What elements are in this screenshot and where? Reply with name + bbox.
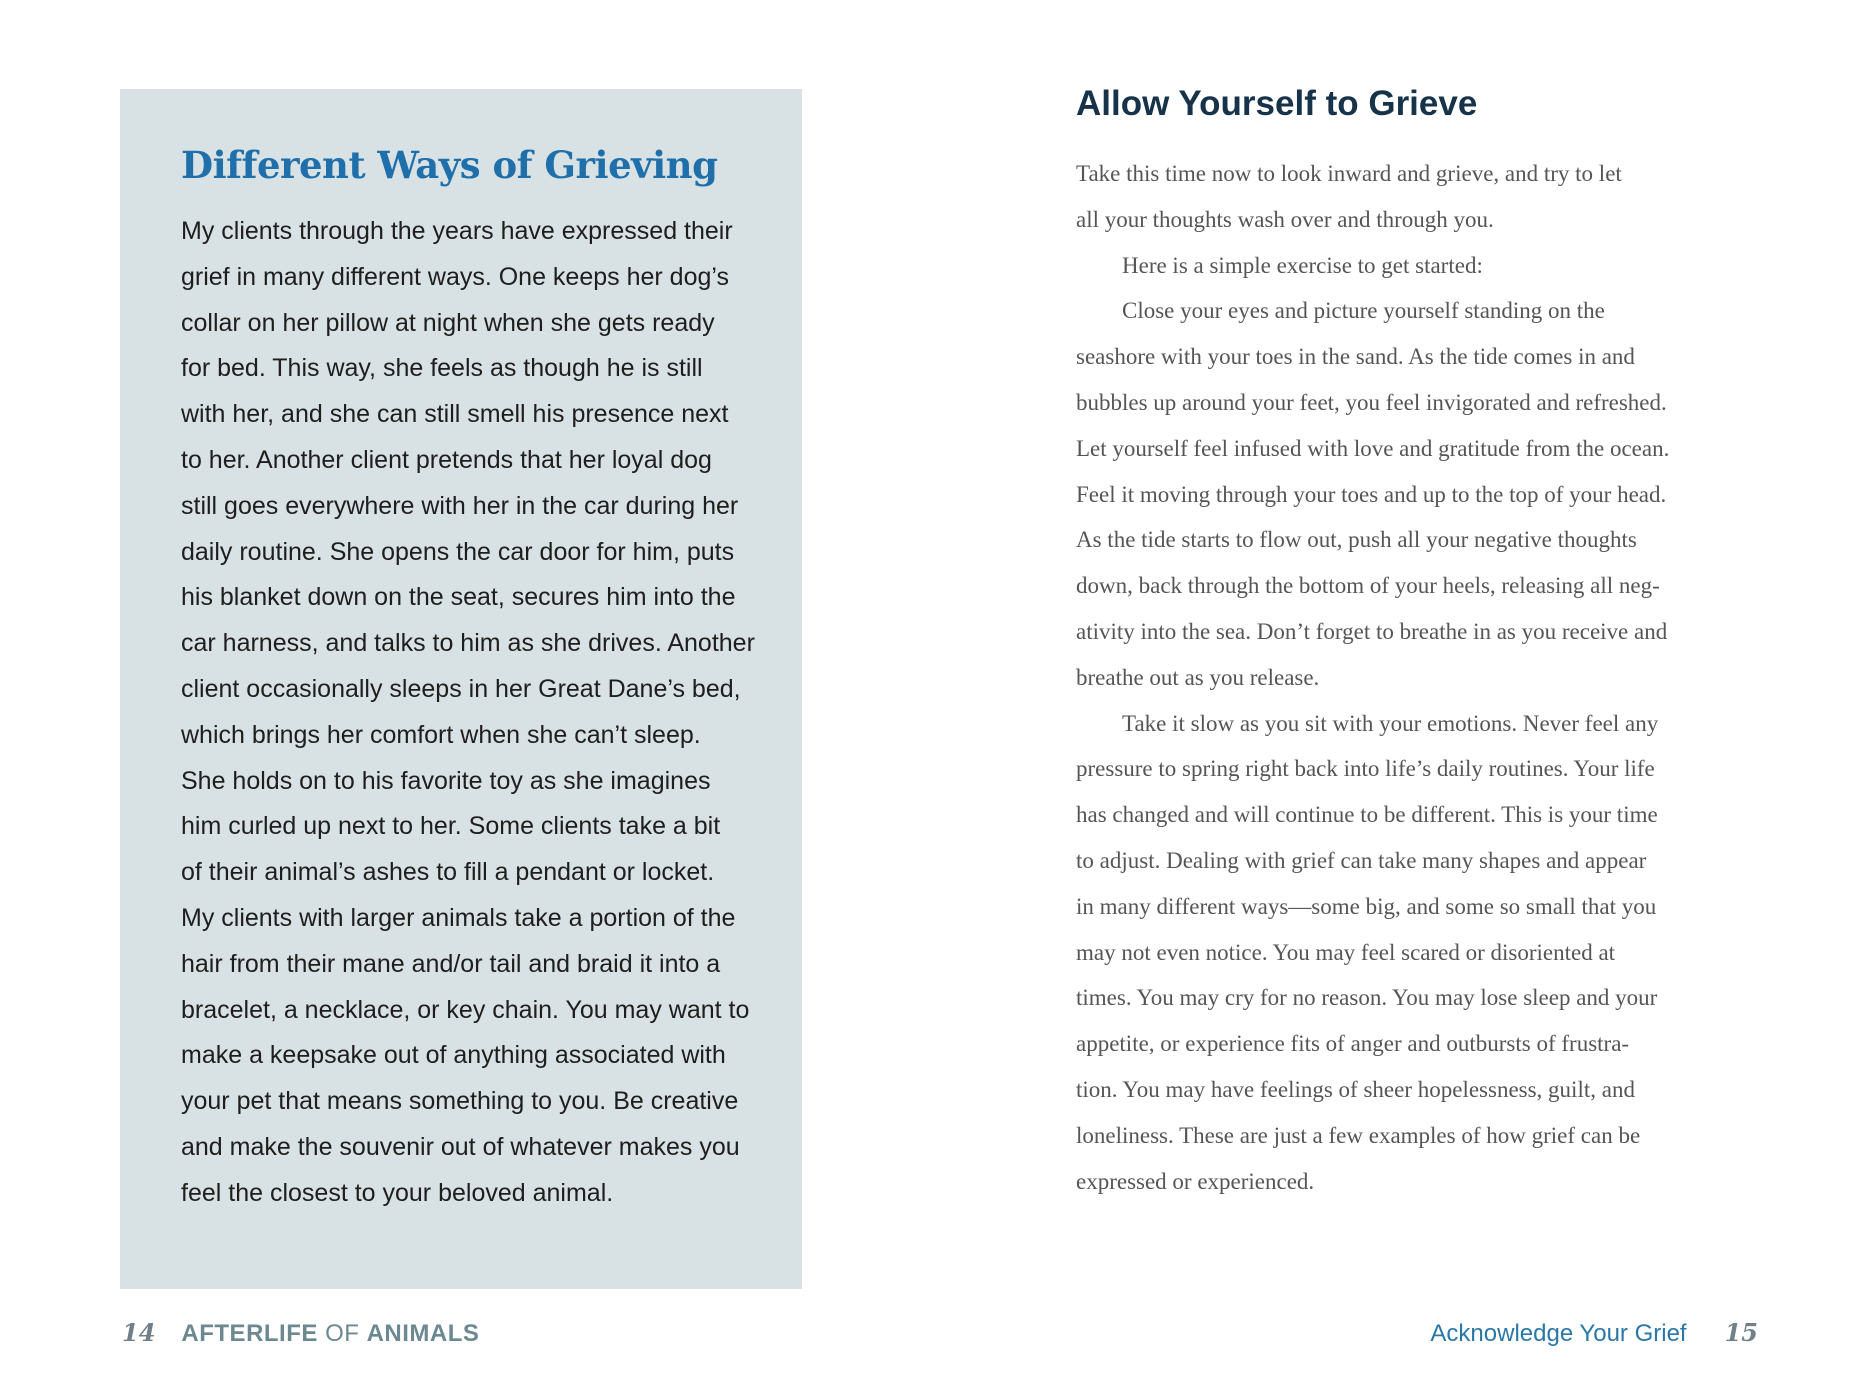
- sidebar-line: collar on her pillow at night when she gets ready: [181, 308, 715, 337]
- article-line: Close your eyes and picture yourself standing on the: [1122, 298, 1605, 324]
- article-line: to adjust. Dealing with grief can take many shapes and appear: [1076, 847, 1647, 873]
- right-page-footer: [1430, 1318, 1758, 1348]
- article-line: Feel it moving through your toes and up to the top of your head.: [1076, 481, 1667, 507]
- page-number-right: 15: [1724, 1318, 1758, 1347]
- sidebar-title: Different Ways of Grieving: [181, 143, 718, 187]
- article-line: has changed and will continue to be different. This is your time: [1076, 802, 1658, 828]
- sidebar-line: She holds on to his favorite toy as she imagines: [181, 766, 711, 795]
- article-line: tion. You may have feelings of sheer hopelessness, guilt, and: [1076, 1076, 1635, 1102]
- sidebar-line: still goes everywhere with her in the car during her: [181, 491, 739, 520]
- running-title: [181, 1320, 479, 1347]
- article-line: Here is a simple exercise to get started:: [1122, 252, 1483, 278]
- article-line: seashore with your toes in the sand. As the tide comes in and: [1076, 344, 1635, 370]
- running-title-part: OF: [317, 1320, 367, 1347]
- sidebar-line: and make the souvenir out of whatever makes you: [181, 1132, 740, 1161]
- article-line: in many different ways—some big, and some so small that you: [1076, 893, 1657, 919]
- sidebar-line: My clients through the years have expressed their: [181, 217, 733, 245]
- article-title: Allow Yourself to Grieve: [1076, 84, 1478, 123]
- sidebar-line: for bed. This way, she feels as though he is still: [181, 354, 703, 383]
- sidebar-line: grief in many different ways. One keeps her dog’s: [181, 262, 729, 291]
- chapter-name: Acknowledge Your Grief: [1430, 1320, 1687, 1347]
- sidebar-line: daily routine. She opens the car door for him, puts: [181, 537, 735, 566]
- article-line: Take this time now to look inward and grieve, and try to let: [1076, 161, 1622, 186]
- article-line: Let yourself feel infused with love and gratitude from the ocean.: [1076, 435, 1670, 461]
- sidebar-box: [120, 89, 802, 1289]
- article-line: bubbles up around your feet, you feel invigorated and refreshed.: [1076, 389, 1667, 415]
- sidebar-line: make a keepsake out of anything associated with: [181, 1041, 726, 1070]
- article-line: may not even notice. You may feel scared or disoriented at: [1076, 939, 1616, 965]
- sidebar-line: client occasionally sleeps in her Great Dane’s bed,: [181, 674, 741, 703]
- article-line: pressure to spring right back into life’s daily routines. Your life: [1076, 756, 1655, 782]
- running-title-part: ANIMALS: [366, 1320, 480, 1347]
- article-line: appetite, or experience fits of anger and outbursts of frustra-: [1076, 1031, 1630, 1057]
- sidebar-body: [181, 209, 756, 1217]
- sidebar-line: your pet that means something to you. Be creative: [181, 1087, 739, 1116]
- sidebar-line: My clients with larger animals take a portion of the: [181, 903, 736, 932]
- running-title-part: AFTERLIFE: [181, 1320, 318, 1347]
- sidebar-line: him curled up next to her. Some clients take a bit: [181, 812, 721, 841]
- sidebar-line: feel the closest to your beloved animal.: [181, 1178, 614, 1207]
- article-line: breathe out as you release.: [1076, 664, 1320, 690]
- sidebar-line: to her. Another client pretends that her loyal dog: [181, 445, 712, 474]
- sidebar-line: of their animal’s ashes to fill a pendant or locket.: [181, 858, 715, 887]
- article-line: loneliness. These are just a few examples of how grief can be: [1076, 1122, 1641, 1148]
- left-page-footer: [122, 1318, 479, 1348]
- article-body: [1076, 151, 1776, 1204]
- article-line: ativity into the sea. Don’t forget to breathe in as you receive and: [1076, 618, 1668, 644]
- sidebar-line: hair from their mane and/or tail and braid it into a: [181, 949, 721, 978]
- sidebar-line: bracelet, a necklace, or key chain. You may want to: [181, 995, 750, 1024]
- article-line: times. You may cry for no reason. You may lose sleep and your: [1076, 985, 1658, 1011]
- sidebar-line: which brings her comfort when she can’t sleep.: [181, 720, 701, 749]
- sidebar-line: his blanket down on the seat, secures him into the: [181, 583, 736, 612]
- article-line: As the tide starts to flow out, push all your negative thoughts: [1076, 527, 1637, 553]
- page-number-left: 14: [122, 1318, 156, 1347]
- sidebar-line: with her, and she can still smell his presence next: [181, 400, 729, 429]
- article-line: all your thoughts wash over and through you.: [1076, 206, 1494, 232]
- article-line: down, back through the bottom of your heels, releasing all neg-: [1076, 573, 1660, 599]
- article-line: Take it slow as you sit with your emotions. Never feel any: [1122, 710, 1659, 736]
- article-line: expressed or experienced.: [1076, 1168, 1315, 1194]
- sidebar-line: car harness, and talks to him as she drives. Another: [181, 629, 755, 658]
